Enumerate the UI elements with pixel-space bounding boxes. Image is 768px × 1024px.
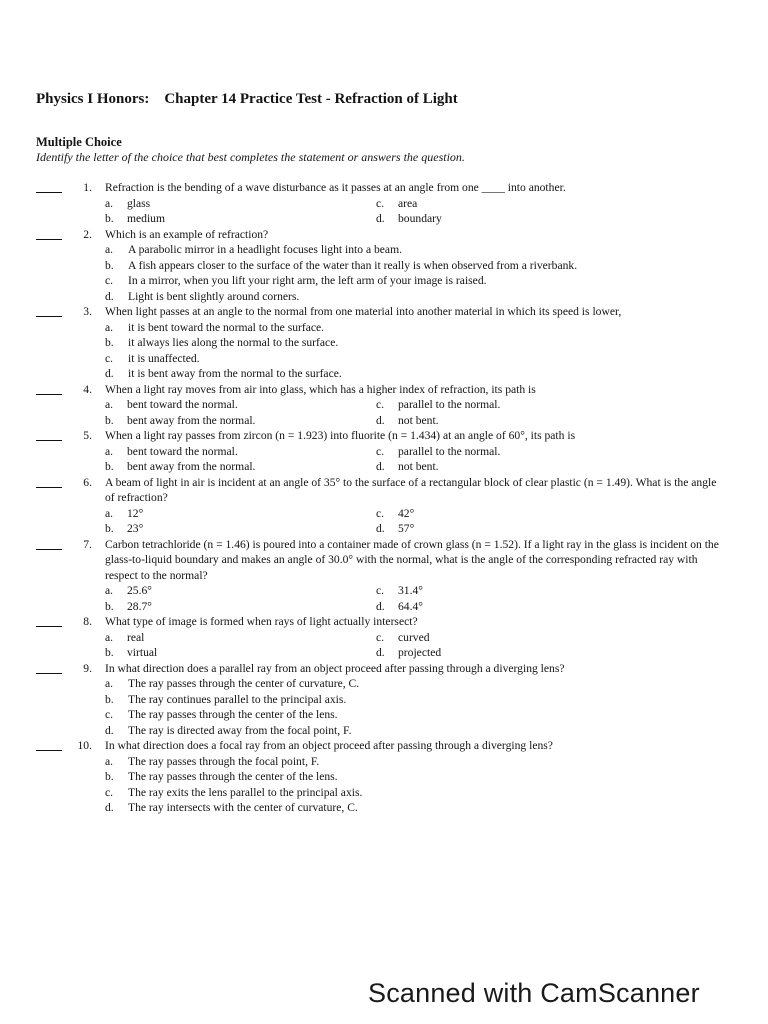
choice-text: 28.7° bbox=[127, 599, 152, 613]
answer-choices bbox=[0, 242, 768, 304]
choice-text: The ray intersects with the center of curvature, C. bbox=[128, 801, 358, 814]
answer-choice bbox=[0, 366, 728, 382]
answer-choice bbox=[0, 273, 728, 289]
question-number: 1. bbox=[83, 181, 92, 194]
answer-choice bbox=[105, 459, 376, 475]
question-item bbox=[0, 537, 768, 615]
question-text: When light passes at an angle to the normal from one material into another material in which its speed is lower, bbox=[105, 305, 622, 318]
answer-choices bbox=[105, 444, 768, 475]
answer-choice bbox=[0, 320, 728, 336]
choice-letter: d. bbox=[105, 289, 114, 303]
answer-choice bbox=[105, 599, 376, 615]
choice-text: glass bbox=[127, 196, 151, 210]
answer-choice bbox=[376, 196, 676, 212]
choice-text: The ray passes through the center of curvature, C. bbox=[128, 677, 360, 690]
question-item bbox=[0, 738, 768, 816]
answer-choices bbox=[0, 320, 768, 382]
question-list bbox=[0, 180, 768, 816]
choice-letter: b. bbox=[105, 258, 114, 272]
answer-choices bbox=[105, 506, 768, 537]
answer-choice bbox=[376, 397, 676, 413]
choice-letter: a. bbox=[105, 506, 114, 520]
answer-choice bbox=[0, 785, 728, 801]
choice-letter: b. bbox=[105, 522, 114, 535]
choice-letter: b. bbox=[105, 212, 114, 225]
choice-text: The ray passes through the center of the lens. bbox=[128, 708, 338, 721]
choice-text: medium bbox=[127, 212, 165, 225]
answer-choice bbox=[105, 211, 376, 227]
choice-letter: c. bbox=[376, 398, 385, 411]
answer-choice bbox=[0, 754, 728, 770]
question-text: Refraction is the bending of a wave disturbance as it passes at an angle from one ____ into another. bbox=[105, 181, 566, 194]
question-number: 2. bbox=[83, 227, 92, 241]
choice-letter: c. bbox=[376, 506, 385, 520]
answer-choice bbox=[0, 335, 728, 351]
choice-text: parallel to the normal. bbox=[398, 398, 501, 411]
choice-text: The ray passes through the center of the lens. bbox=[128, 770, 338, 783]
question-item bbox=[0, 304, 768, 382]
question-number: 9. bbox=[83, 661, 92, 675]
choice-letter: c. bbox=[376, 196, 385, 210]
choice-letter: c. bbox=[376, 444, 385, 458]
question-item bbox=[0, 475, 768, 537]
choice-letter: b. bbox=[105, 336, 114, 349]
answer-choice bbox=[0, 707, 728, 723]
choice-letter: d. bbox=[376, 522, 385, 535]
answer-choice bbox=[0, 769, 728, 785]
choice-letter: c. bbox=[376, 584, 385, 597]
choice-letter: c. bbox=[105, 274, 114, 287]
answer-choices bbox=[105, 583, 768, 614]
question-text: In what direction does a parallel ray from an object proceed after passing through a diverging lens? bbox=[105, 661, 565, 675]
question-item bbox=[0, 382, 768, 429]
answer-choice bbox=[0, 289, 728, 305]
answer-blank[interactable] bbox=[36, 192, 62, 193]
question-number: 4. bbox=[83, 382, 92, 396]
question-item bbox=[0, 180, 768, 227]
choice-text: not bent. bbox=[398, 413, 439, 427]
answer-choice bbox=[105, 521, 376, 537]
answer-choice bbox=[105, 413, 376, 429]
answer-blank[interactable] bbox=[36, 394, 62, 395]
section-instructions: Identify the letter of the choice that best completes the statement or answers the question. bbox=[36, 150, 465, 164]
answer-choice bbox=[376, 459, 676, 475]
choice-letter: c. bbox=[376, 630, 385, 644]
answer-choice bbox=[105, 630, 376, 646]
choice-text: 25.6° bbox=[127, 584, 152, 597]
answer-choice bbox=[376, 599, 676, 615]
choice-text: it always lies along the normal to the surface. bbox=[128, 336, 339, 349]
choice-text: 31.4° bbox=[398, 584, 423, 597]
choice-letter: d. bbox=[376, 212, 385, 225]
section-title: Multiple Choice bbox=[36, 135, 122, 149]
choice-letter: a. bbox=[105, 398, 114, 411]
choice-text: bent toward the normal. bbox=[127, 398, 238, 411]
choice-letter: d. bbox=[376, 460, 385, 473]
answer-choice bbox=[376, 583, 676, 599]
choice-letter: a. bbox=[105, 444, 114, 458]
choice-letter: a. bbox=[105, 243, 114, 256]
answer-choice bbox=[376, 211, 676, 227]
question-item bbox=[0, 227, 768, 305]
choice-text: area bbox=[398, 196, 418, 210]
choice-text: bent away from the normal. bbox=[127, 460, 256, 473]
choice-text: parallel to the normal. bbox=[398, 444, 501, 458]
choice-letter: b. bbox=[105, 646, 114, 659]
choice-letter: d. bbox=[376, 646, 385, 659]
answer-choice bbox=[0, 676, 728, 692]
answer-choice bbox=[376, 444, 676, 460]
question-text: In what direction does a focal ray from an object proceed after passing through a diverging lens? bbox=[105, 739, 553, 752]
answer-choice bbox=[105, 583, 376, 599]
answer-choice bbox=[0, 723, 728, 739]
answer-choice bbox=[0, 800, 728, 816]
choice-text: 23° bbox=[127, 522, 144, 535]
question-text: When a light ray passes from zircon (n = 1.923) into fluorite (n = 1.434) at an angle of 60°, its path is bbox=[105, 429, 576, 442]
answer-blank[interactable] bbox=[36, 626, 62, 627]
question-number: 8. bbox=[83, 615, 92, 628]
answer-choice bbox=[105, 444, 376, 460]
choice-letter: b. bbox=[105, 460, 114, 473]
answer-blank[interactable] bbox=[36, 750, 62, 751]
choice-text: In a mirror, when you lift your right arm, the left arm of your image is raised. bbox=[128, 274, 487, 287]
choice-letter: d. bbox=[105, 801, 114, 814]
choice-letter: c. bbox=[105, 351, 114, 365]
answer-blank[interactable] bbox=[36, 440, 62, 441]
answer-choice bbox=[376, 506, 676, 522]
choice-letter: a. bbox=[105, 320, 114, 334]
answer-choice bbox=[0, 242, 728, 258]
question-text: When a light ray moves from air into glass, which has a higher index of refraction, its path is bbox=[105, 382, 536, 396]
answer-blank[interactable] bbox=[36, 673, 62, 674]
choice-text: boundary bbox=[398, 212, 442, 225]
answer-choices bbox=[105, 196, 768, 227]
choice-text: projected bbox=[398, 646, 442, 659]
choice-text: it is bent toward the normal to the surface. bbox=[128, 320, 325, 334]
page-title: Physics I Honors: Chapter 14 Practice Test - Refraction of Light bbox=[36, 91, 458, 107]
question-item bbox=[0, 428, 768, 475]
question-number: 5. bbox=[83, 429, 92, 442]
choice-text: The ray continues parallel to the principal axis. bbox=[128, 692, 347, 706]
question-text: A beam of light in air is incident at an angle of 35° to the surface of a rectangular block of clear plastic (n = 1.49). What is the angle of refraction? bbox=[105, 475, 717, 504]
question-number: 7. bbox=[83, 537, 92, 551]
choice-text: bent away from the normal. bbox=[127, 413, 256, 427]
question-item bbox=[0, 661, 768, 739]
answer-choice bbox=[0, 351, 728, 367]
answer-choice bbox=[0, 692, 728, 708]
answer-choice bbox=[0, 258, 728, 274]
choice-letter: d. bbox=[376, 599, 385, 613]
choice-letter: d. bbox=[105, 723, 114, 737]
answer-choice bbox=[376, 645, 676, 661]
choice-text: A parabolic mirror in a headlight focuses light into a beam. bbox=[128, 243, 402, 256]
answer-choice bbox=[105, 506, 376, 522]
question-text: What type of image is formed when rays of light actually intersect? bbox=[105, 615, 418, 628]
choice-text: Light is bent slightly around corners. bbox=[128, 289, 300, 303]
choice-text: A fish appears closer to the surface of the water than it really is when observed from a riverbank. bbox=[128, 258, 578, 272]
answer-choice bbox=[105, 645, 376, 661]
answer-choices bbox=[0, 754, 768, 816]
choice-text: virtual bbox=[127, 646, 158, 659]
choice-letter: d. bbox=[376, 413, 385, 427]
choice-text: 12° bbox=[127, 506, 144, 520]
answer-blank[interactable] bbox=[36, 316, 62, 317]
choice-text: 57° bbox=[398, 522, 415, 535]
question-text: Carbon tetrachloride (n = 1.46) is poured into a container made of crown glass (n = 1.52). If a light ray in the glass is incident on the glass-to-liquid boundary and makes an angle of 30.0° with the normal, what is the angle of the corresponding refracted ray with respect to the normal? bbox=[105, 537, 719, 582]
answer-choice bbox=[105, 397, 376, 413]
choice-text: not bent. bbox=[398, 460, 439, 473]
answer-choice bbox=[105, 196, 376, 212]
answer-choices bbox=[0, 676, 768, 738]
choice-letter: a. bbox=[105, 630, 114, 644]
choice-text: The ray exits the lens parallel to the principal axis. bbox=[128, 785, 363, 799]
choice-text: it is unaffected. bbox=[128, 351, 200, 365]
choice-text: The ray is directed away from the focal point, F. bbox=[128, 723, 352, 737]
answer-choice bbox=[376, 521, 676, 537]
choice-letter: a. bbox=[105, 584, 114, 597]
answer-blank[interactable] bbox=[36, 549, 62, 550]
choice-letter: a. bbox=[105, 677, 114, 690]
question-item bbox=[0, 614, 768, 661]
answer-choices bbox=[105, 630, 768, 661]
choice-letter: d. bbox=[105, 367, 114, 380]
answer-choice bbox=[376, 630, 676, 646]
question-number: 10. bbox=[77, 739, 92, 752]
choice-letter: a. bbox=[105, 196, 114, 210]
choice-text: curved bbox=[398, 630, 430, 644]
choice-letter: c. bbox=[105, 708, 114, 721]
question-number: 3. bbox=[83, 305, 92, 318]
choice-text: it is bent away from the normal to the surface. bbox=[128, 367, 342, 380]
choice-letter: b. bbox=[105, 770, 114, 783]
choice-letter: b. bbox=[105, 599, 114, 613]
question-number: 6. bbox=[83, 475, 92, 489]
choice-text: bent toward the normal. bbox=[127, 444, 238, 458]
scanner-watermark: Scanned with CamScanner bbox=[368, 978, 700, 1008]
choice-letter: a. bbox=[105, 754, 114, 768]
choice-letter: b. bbox=[105, 413, 114, 427]
choice-text: real bbox=[127, 630, 145, 644]
question-text: Which is an example of refraction? bbox=[105, 227, 269, 241]
answer-blank[interactable] bbox=[36, 487, 62, 488]
answer-blank[interactable] bbox=[36, 239, 62, 240]
choice-text: 42° bbox=[398, 506, 415, 520]
choice-letter: b. bbox=[105, 692, 114, 706]
answer-choice bbox=[376, 413, 676, 429]
answer-choices bbox=[105, 397, 768, 428]
choice-letter: c. bbox=[105, 785, 114, 799]
choice-text: The ray passes through the focal point, F. bbox=[128, 754, 320, 768]
choice-text: 64.4° bbox=[398, 599, 423, 613]
